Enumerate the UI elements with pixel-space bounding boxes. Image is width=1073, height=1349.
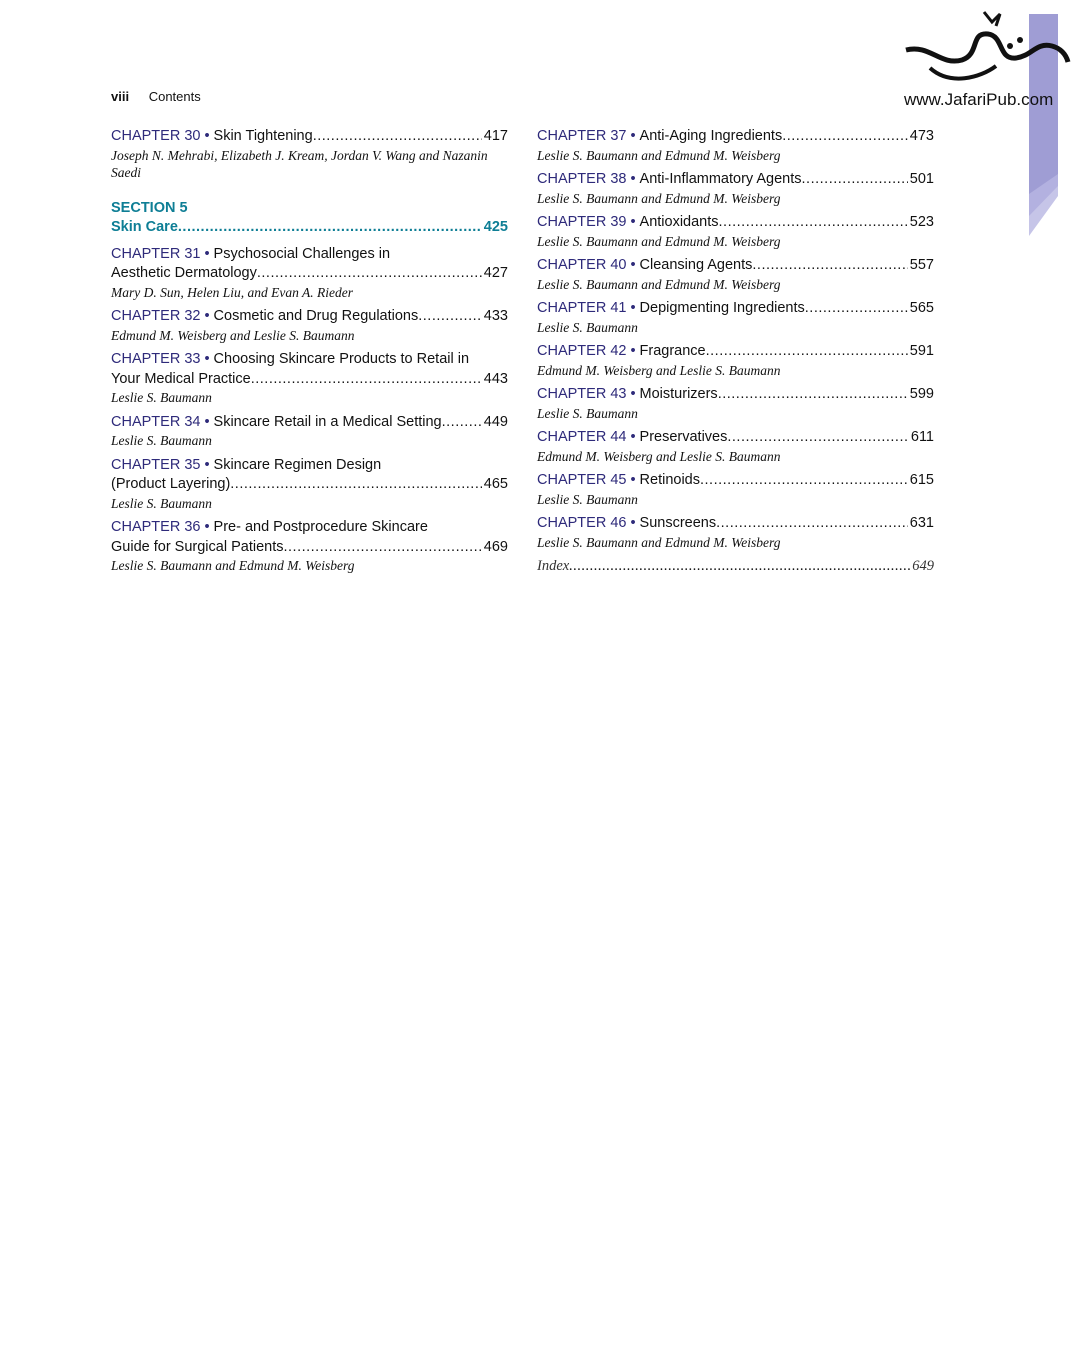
chapter-title: Pre- and Postprocedure Skincare — [213, 519, 428, 535]
leader-dots — [313, 127, 482, 147]
chapter-authors: Edmund M. Weisberg and Leslie S. Baumann — [537, 362, 781, 378]
page-number: 443 — [483, 370, 508, 387]
section-page: 425 — [483, 219, 508, 235]
leader-dots — [805, 299, 908, 319]
running-header — [111, 89, 201, 104]
chapter-title-line — [537, 385, 934, 405]
leader-dots — [251, 370, 482, 390]
chapter-number: CHAPTER 38 — [537, 171, 627, 187]
toc-entry[interactable] — [537, 299, 934, 336]
index-entry[interactable] — [537, 557, 934, 576]
page-number: 469 — [483, 538, 508, 555]
chapter-title-line — [537, 342, 934, 362]
chapter-title-line — [537, 127, 934, 147]
chapter-authors: Mary D. Sun, Helen Liu, and Evan A. Rieder — [111, 284, 353, 300]
section-title-line[interactable] — [111, 218, 508, 238]
page-number: 427 — [483, 265, 508, 281]
toc-entry[interactable] — [111, 127, 508, 182]
watermark-url: www.JafariPub.com — [904, 90, 1054, 109]
bullet-separator: • — [630, 257, 636, 273]
bullet-separator: • — [630, 472, 636, 488]
leader-dots — [569, 557, 910, 576]
chapter-number: CHAPTER 39 — [537, 214, 627, 230]
chapter-title: Anti-Aging Ingredients — [639, 128, 783, 144]
page-number: 591 — [909, 343, 934, 359]
bullet-separator: • — [204, 308, 210, 324]
toc-right-column — [537, 127, 934, 576]
toc-entry[interactable] — [537, 342, 934, 379]
chapter-title-line — [537, 428, 934, 448]
chapter-authors: Leslie S. Baumann and Edmund M. Weisberg — [537, 147, 781, 163]
chapter-title: Skincare Retail in a Medical Setting — [213, 413, 442, 430]
chapter-authors: Leslie S. Baumann — [111, 495, 212, 511]
page-number: 465 — [483, 476, 508, 492]
chapter-number: CHAPTER 33 — [111, 351, 201, 367]
chapter-title-line — [111, 413, 508, 433]
leader-dots — [719, 213, 908, 233]
leader-dots — [442, 413, 482, 433]
toc-entry[interactable] — [537, 385, 934, 422]
toc-entry[interactable] — [111, 518, 508, 575]
chapter-title-line — [111, 518, 508, 538]
bullet-separator: • — [630, 515, 636, 531]
bullet-separator: • — [204, 519, 210, 535]
chapter-title: (Product Layering) — [111, 476, 231, 492]
chapter-number: CHAPTER 41 — [537, 300, 627, 316]
page-number: 417 — [483, 128, 508, 144]
bullet-separator: • — [630, 128, 636, 144]
page-number: 565 — [909, 300, 934, 316]
bullet-separator: • — [204, 245, 210, 262]
bullet-separator: • — [204, 413, 210, 430]
toc-entry[interactable] — [111, 350, 508, 407]
bullet-separator: • — [204, 456, 210, 473]
chapter-number: CHAPTER 42 — [537, 343, 627, 359]
chapter-authors: Leslie S. Baumann and Edmund M. Weisberg — [537, 233, 781, 249]
toc-entry[interactable] — [537, 213, 934, 250]
chapter-title: Psychosocial Challenges in — [213, 245, 391, 262]
chapter-number: CHAPTER 34 — [111, 413, 201, 430]
chapter-title: Skincare Regimen Design — [213, 456, 382, 473]
chapter-title: Anti-Inflammatory Agents — [639, 171, 802, 187]
chapter-authors: Leslie S. Baumann — [537, 319, 638, 335]
leader-dots — [802, 170, 908, 190]
chapter-title: Antioxidants — [639, 214, 719, 230]
chapter-title-line — [111, 350, 508, 370]
chapter-number: CHAPTER 46 — [537, 515, 627, 531]
chapter-title: Preservatives — [639, 429, 728, 445]
toc-entry[interactable] — [537, 256, 934, 293]
chapter-title-line — [537, 170, 934, 190]
leader-dots — [700, 471, 908, 491]
bullet-separator: • — [630, 386, 636, 402]
page-number: 501 — [909, 171, 934, 187]
leader-dots — [718, 385, 908, 405]
index-label: Index — [537, 558, 570, 574]
page-number: 631 — [909, 515, 934, 531]
chapter-title-line — [111, 245, 508, 265]
chapter-title: Retinoids — [639, 472, 700, 488]
leader-dots — [257, 264, 482, 284]
page-number: 523 — [909, 214, 934, 230]
chapter-title: Sunscreens — [639, 515, 717, 531]
chapter-title-line — [111, 370, 508, 390]
chapter-number: CHAPTER 32 — [111, 308, 201, 324]
chapter-title-line — [111, 307, 508, 327]
page-number: 615 — [909, 472, 934, 488]
chapter-title: Choosing Skincare Products to Retail in — [213, 351, 470, 367]
chapter-number: CHAPTER 43 — [537, 386, 627, 402]
page-number: 557 — [909, 257, 934, 273]
leader-dots — [727, 428, 909, 448]
chapter-title: Cosmetic and Drug Regulations — [213, 308, 419, 324]
leader-dots — [752, 256, 907, 276]
leader-dots — [716, 514, 908, 534]
chapter-number: CHAPTER 31 — [111, 245, 201, 262]
chapter-number: CHAPTER 35 — [111, 456, 201, 473]
chapter-authors: Leslie S. Baumann and Edmund M. Weisberg — [537, 276, 781, 292]
chapter-title: Skin Tightening — [213, 128, 313, 144]
toc-entry[interactable] — [111, 245, 508, 302]
chapter-title-line — [537, 471, 934, 491]
chapter-number: CHAPTER 40 — [537, 257, 627, 273]
chapter-title: Your Medical Practice — [111, 370, 251, 387]
chapter-title: Aesthetic Dermatology — [111, 265, 257, 281]
chapter-authors: Joseph N. Mehrabi, Elizabeth J. Kream, Jordan V. Wang and Nazanin Saedi — [111, 147, 488, 180]
bullet-separator: • — [630, 214, 636, 230]
toc-entry[interactable] — [537, 127, 934, 164]
chapter-title-line — [111, 475, 508, 495]
chapter-authors: Leslie S. Baumann — [111, 390, 212, 405]
chapter-title: Depigmenting Ingredients — [639, 300, 805, 316]
chapter-title: Fragrance — [639, 343, 706, 359]
chapter-title-line — [537, 514, 934, 534]
toc-entry[interactable] — [111, 413, 508, 450]
bullet-separator: • — [630, 429, 636, 445]
chapter-authors: Leslie S. Baumann — [537, 405, 638, 421]
chapter-title: Moisturizers — [639, 386, 718, 402]
page-number: 449 — [483, 413, 508, 430]
chapter-title-line — [537, 256, 934, 276]
toc-entry[interactable] — [537, 428, 934, 465]
chapter-authors: Edmund M. Weisberg and Leslie S. Baumann — [111, 327, 355, 343]
bullet-separator: • — [630, 343, 636, 359]
chapter-title-line — [111, 456, 508, 476]
leader-dots — [283, 538, 481, 558]
chapter-title-line — [537, 299, 934, 319]
page-number: 473 — [909, 128, 934, 144]
chapter-number: CHAPTER 36 — [111, 519, 201, 535]
toc-entry[interactable] — [111, 307, 508, 344]
page-number: viii — [111, 89, 130, 104]
bullet-separator: • — [630, 171, 636, 187]
chapter-title: Guide for Surgical Patients — [111, 538, 284, 555]
chapter-title-line — [111, 264, 508, 284]
bullet-separator: • — [204, 351, 210, 367]
leader-dots — [230, 475, 482, 495]
toc-entry[interactable] — [537, 514, 934, 551]
section-label: SECTION 5 — [111, 199, 188, 216]
chapter-title-line — [111, 538, 508, 558]
toc-entry[interactable] — [537, 471, 934, 508]
toc-entry[interactable] — [537, 170, 934, 207]
chapter-authors: Edmund M. Weisberg and Leslie S. Baumann — [537, 448, 781, 464]
chapter-title: Cleansing Agents — [639, 257, 753, 273]
section-heading — [111, 199, 508, 238]
leader-dots — [782, 127, 908, 147]
index-page: 649 — [912, 558, 934, 574]
chapter-number: CHAPTER 37 — [537, 128, 627, 144]
toc-left-column — [111, 127, 508, 581]
leader-dots — [178, 218, 482, 238]
chapter-authors: Leslie S. Baumann and Edmund M. Weisberg — [537, 534, 781, 550]
chapter-title-line — [537, 213, 934, 233]
page-number: 433 — [483, 308, 508, 324]
section-title: Skin Care — [111, 219, 178, 235]
bullet-separator: • — [630, 300, 636, 316]
chapter-authors: Leslie S. Baumann and Edmund M. Weisberg — [111, 558, 355, 573]
chapter-number: CHAPTER 45 — [537, 472, 627, 488]
bullet-separator: • — [204, 128, 210, 144]
leader-dots — [706, 342, 908, 362]
chapter-number: CHAPTER 44 — [537, 429, 627, 445]
chapter-authors: Leslie S. Baumann and Edmund M. Weisberg — [537, 190, 781, 206]
header-title: Contents — [148, 89, 201, 104]
toc-entry[interactable] — [111, 456, 508, 513]
leader-dots — [418, 307, 482, 327]
chapter-authors: Leslie S. Baumann — [111, 433, 212, 448]
chapter-number: CHAPTER 30 — [111, 128, 201, 144]
chapter-authors: Leslie S. Baumann — [537, 491, 638, 507]
chapter-title-line — [111, 127, 508, 147]
page-number: 599 — [909, 386, 934, 402]
page-number: 611 — [910, 429, 934, 445]
